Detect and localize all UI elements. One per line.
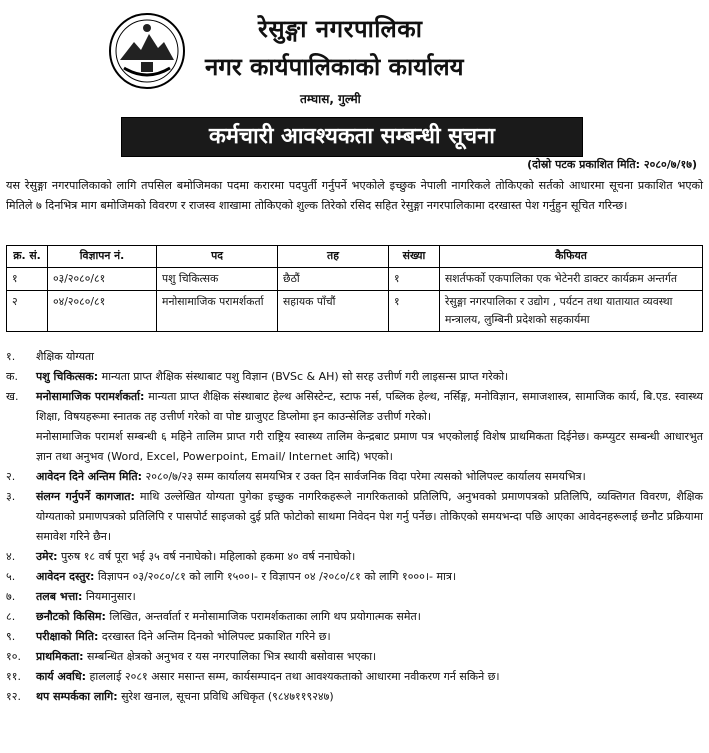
item-number: ८.	[6, 610, 16, 623]
cell-serial: १	[7, 268, 48, 291]
cell-advert-no: ०४/२०८०/८१	[48, 291, 157, 332]
cell-level: छैठौं	[278, 268, 389, 291]
item-number: १०.	[6, 650, 21, 663]
list-item	[6, 627, 703, 647]
list-item	[6, 667, 703, 687]
item-label: थप सम्पर्कका लागि:	[36, 690, 118, 703]
item-text: दरखास्त दिने अन्तिम दिनको भोलिपल्ट प्रकाशित गरिने छ।	[98, 630, 331, 643]
office-name: नगर कार्यपालिकाको कार्यालय	[205, 53, 464, 81]
publish-date-note: (दोस्रो पटक प्रकाशित मिति: २०८०/७/१७)	[527, 158, 697, 171]
list-item	[6, 427, 703, 467]
item-number: १२.	[6, 690, 21, 703]
list-item	[6, 487, 703, 547]
item-number: ७.	[6, 590, 16, 603]
item-label: तलब भत्ता:	[36, 590, 83, 603]
item-text: शैक्षिक योग्यता	[36, 350, 94, 363]
item-label: पशु चिकित्सक:	[36, 370, 99, 383]
list-item	[6, 567, 703, 587]
list-item	[6, 607, 703, 627]
item-text: मान्यता प्राप्त शैक्षिक संस्थाबाट हेल्थ असिस्टेन्ट, स्टाफ नर्स, पब्लिक हेल्थ, नर्सिङ्ग, मनोविज्ञान, समाजशास्त्र, सामाजिक कार्य, बि.एड. स्वास्थ्य शिक्षा, विषयहरूमा स्नातक तह उत्तीर्ण गरेको वा पोष्ट ग्राजुएट डिप्लोमा इन काउन्सेलिङ उत्तीर्ण गरेको।	[36, 390, 703, 423]
notice-title: कर्मचारी आवश्यकता सम्बन्धी सूचना	[208, 124, 495, 149]
item-label: संलग्न गर्नुपर्ने कागजात:	[36, 490, 135, 503]
requirements-list	[6, 347, 703, 707]
item-label: आवेदन दिने अन्तिम मिति:	[36, 470, 143, 483]
col-count: संख्या	[389, 246, 440, 268]
item-text: २०८०/७/२३ सम्म कार्यालय समयभित्र र उक्त दिन सार्वजनिक विदा परेमा त्यसको भोलिपल्ट कार्यालय समयभित्र।	[142, 470, 586, 483]
cell-remarks: सशर्तफर्को एकपालिका एक भेटेनरी डाक्टर कार्यक्रम अन्तर्गत	[440, 268, 703, 291]
item-number: ३.	[6, 490, 16, 503]
vacancy-table	[6, 245, 703, 332]
cell-count: १	[389, 268, 440, 291]
item-text: विज्ञापन ०३/२०८०/८१ को लागि १५००।- र विज्ञापन ०४ /२०८०/८१ को लागि १०००।- मात्र।	[94, 570, 457, 583]
item-number: ख.	[6, 390, 19, 403]
cell-post: मनोसामाजिक परामर्शकर्ता	[157, 291, 278, 332]
item-label: उमेर:	[36, 550, 58, 563]
col-serial: क्र. सं.	[7, 246, 48, 268]
item-number	[6, 427, 36, 467]
office-location: तम्घास, गुल्मी	[300, 92, 361, 106]
item-text: पुरुष १८ वर्ष पूरा भई ३५ वर्ष ननाघेको। महिलाको हकमा ४० वर्ष ननाघेको।	[57, 550, 356, 563]
list-item	[6, 687, 703, 707]
table-row	[7, 291, 703, 332]
item-label: परीक्षाको मिति:	[36, 630, 99, 643]
cell-count: १	[389, 291, 440, 332]
intro-paragraph: यस रेसुङ्गा नगरपालिकाको लागि तपसिल बमोजिमका पदमा करारमा पदपुर्ती गर्नुपर्ने भएकोले इच्छुक नेपाली नागरिकले तोकिएको सर्तको आधारमा सूचना प्रकाशित भएको मितिले ७ दिनभित्र माग बमोजिमको विवरण र राजस्व शाखामा तोकिएको शुल्क तिरेको रसिद सहित रेसुङ्गा नगरपालिकामा दरखास्त पेश गर्नुहुन सूचित गरिन्छ।	[6, 179, 703, 212]
item-text: सुरेश खनाल, सूचना प्रविधि अधिकृत (९८४७११९२४७)	[117, 690, 334, 703]
item-text: सम्बन्धित क्षेत्रको अनुभव र यस नगरपालिका भित्र स्थायी बसोवास भएका।	[83, 650, 377, 663]
item-label: मनोसामाजिक परामर्शकर्ता:	[36, 390, 145, 403]
col-post: पद	[157, 246, 278, 268]
item-label: प्राथमिकता:	[36, 650, 84, 663]
list-item	[6, 347, 703, 367]
item-text: माथि उल्लेखित योग्यता पुगेका इच्छुक नागरिकहरूले नागरिकताको प्रतिलिपि, अनुभवको प्रमाणपत्रको प्रतिलिपि, व्यक्तिगत विवरण, शैक्षिक योग्यताको प्रमाणपत्रको प्रतिलिपि र पासपोर्ट साइजको दुई प्रति फोटोको साथमा निवेदन पेश गर्नु पर्नेछ। तोकिएको समयभन्दा पछि आएका आवेदनहरूलाई छनौट प्रक्रियामा समावेश गरिने छैन।	[36, 490, 703, 543]
item-number: क.	[6, 370, 18, 383]
list-item	[6, 587, 703, 607]
col-level: तह	[278, 246, 389, 268]
item-number: ११.	[6, 670, 21, 683]
table-header-row	[7, 246, 703, 268]
item-text: नियमानुसार।	[82, 590, 136, 603]
list-item	[6, 547, 703, 567]
item-number: २.	[6, 470, 16, 483]
item-text: मनोसामाजिक परामर्श सम्बन्धी ६ महिने तालिम प्राप्त गरी राष्ट्रिय स्वास्थ्य तालिम केन्द्रबाट प्रमाण पत्र भएकोलाई विशेष प्राथमिकता दिईनेछ। कम्प्युटर सम्बन्धी आधारभुत ज्ञान तथा अनुभव (Word, Excel, Powerpoint, Email/ Internet आदि) भएको।	[36, 430, 703, 463]
cell-level: सहायक पाँचौं	[278, 291, 389, 332]
cell-remarks: रेसुङ्गा नगरपालिका र उद्योग , पर्यटन तथा यातायात व्यवस्था मन्त्रालय, लुम्बिनी प्रदेशको सहकार्यमा	[440, 291, 703, 332]
government-emblem-icon	[108, 12, 186, 90]
table-row	[7, 268, 703, 291]
list-item	[6, 387, 703, 427]
item-text: हाललाई २०८१ असार मसान्त सम्म, कार्यसम्पादन तथा आवश्यकताको आधारमा नवीकरण गर्न सकिने छ।	[86, 670, 500, 683]
item-label: कार्य अवधि:	[36, 670, 87, 683]
notice-title-banner	[121, 117, 583, 157]
item-number: ५.	[6, 570, 16, 583]
list-item	[6, 467, 703, 487]
list-item	[6, 367, 703, 387]
item-label: आवेदन दस्तुर:	[36, 570, 95, 583]
letterhead	[0, 0, 709, 118]
col-advert-no: विज्ञापन नं.	[48, 246, 157, 268]
item-text: मान्यता प्राप्त शैक्षिक संस्थाबाट पशु विज्ञान (BVSc & AH) सो सरह उत्तीर्ण गरी लाइसन्स प्राप्त गरेको।	[98, 370, 509, 383]
org-name: रेसुङ्गा नगरपालिका	[258, 15, 423, 43]
cell-advert-no: ०३/२०८०/८१	[48, 268, 157, 291]
item-number: ४.	[6, 550, 16, 563]
item-label: छनौटको किसिम:	[36, 610, 106, 623]
item-text: लिखित, अन्तर्वार्ता र मनोसामाजिक परामर्शकताका लागि थप प्रयोगात्मक समेत।	[105, 610, 421, 623]
cell-post: पशु चिकित्सक	[157, 268, 278, 291]
cell-serial: २	[7, 291, 48, 332]
list-item	[6, 647, 703, 667]
item-number: ९.	[6, 630, 16, 643]
col-remarks: कैफियत	[440, 246, 703, 268]
item-number: १.	[6, 350, 16, 363]
